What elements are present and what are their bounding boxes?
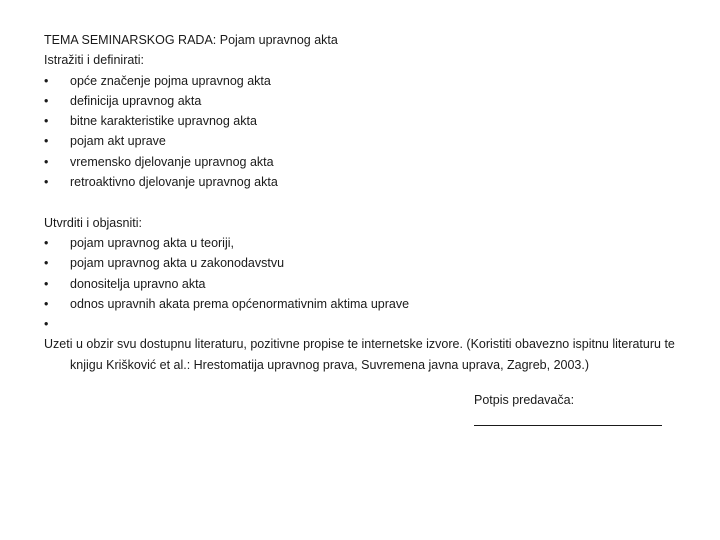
list-item <box>44 294 684 314</box>
list-item <box>44 274 684 294</box>
section1-heading: Istražiti i definirati: <box>44 53 145 68</box>
list-item <box>44 152 684 172</box>
list-item-text: pojam upravnog akta u zakonodavstvu <box>70 256 285 271</box>
list-item <box>44 71 684 91</box>
spacer <box>44 192 684 212</box>
list-item-text: vremensko djelovanje upravnog akta <box>70 154 274 169</box>
bullet: • <box>44 73 49 88</box>
document-body <box>44 30 684 375</box>
bullet: • <box>44 296 49 311</box>
bullet: • <box>44 317 49 332</box>
list-item-text: pojam upravnog akta u teoriji, <box>70 235 234 250</box>
list-item-text: definicija upravnog akta <box>70 93 202 108</box>
list-item-text: odnos upravnih akata prema općenormativnim aktima uprave <box>70 296 410 311</box>
list-item <box>44 172 684 192</box>
list-item-text: retroaktivno djelovanje upravnog akta <box>70 175 278 190</box>
document-title: TEMA SEMINARSKOG RADA: Pojam upravnog akta <box>44 33 338 47</box>
signature-block <box>474 390 664 426</box>
bullet: • <box>44 93 49 108</box>
bullet: • <box>44 276 49 291</box>
list-item <box>44 111 684 131</box>
signature-label: Potpis predavača: <box>474 393 575 407</box>
list-item <box>44 233 684 253</box>
list-item-text: bitne karakteristike upravnog akta <box>70 114 257 129</box>
section2-heading: Utvrditi i objasniti: <box>44 215 142 230</box>
bullet: • <box>44 175 49 190</box>
list-item <box>44 253 684 273</box>
list-item <box>44 91 684 111</box>
list-item-text: donositelja upravno akta <box>70 276 206 291</box>
bullet: • <box>44 134 49 149</box>
list-item <box>44 131 684 151</box>
signature-line <box>474 424 662 426</box>
list-item-text: pojam akt uprave <box>70 134 166 149</box>
closing-paragraph: Uzeti u obzir svu dostupnu literaturu, pozitivne propise te internetske izvore. (Koristiti obavezno ispitnu literaturu te knjigu Krišković et al.: Hrestomatija upravnog prava, Suvremena javna uprava, Zagreb, 2003.) <box>44 337 675 372</box>
bullet: • <box>44 154 49 169</box>
bullet: • <box>44 235 49 250</box>
list-item-empty <box>44 314 684 334</box>
list-item-text: opće značenje pojma upravnog akta <box>70 73 271 88</box>
bullet: • <box>44 256 49 271</box>
bullet: • <box>44 114 49 129</box>
